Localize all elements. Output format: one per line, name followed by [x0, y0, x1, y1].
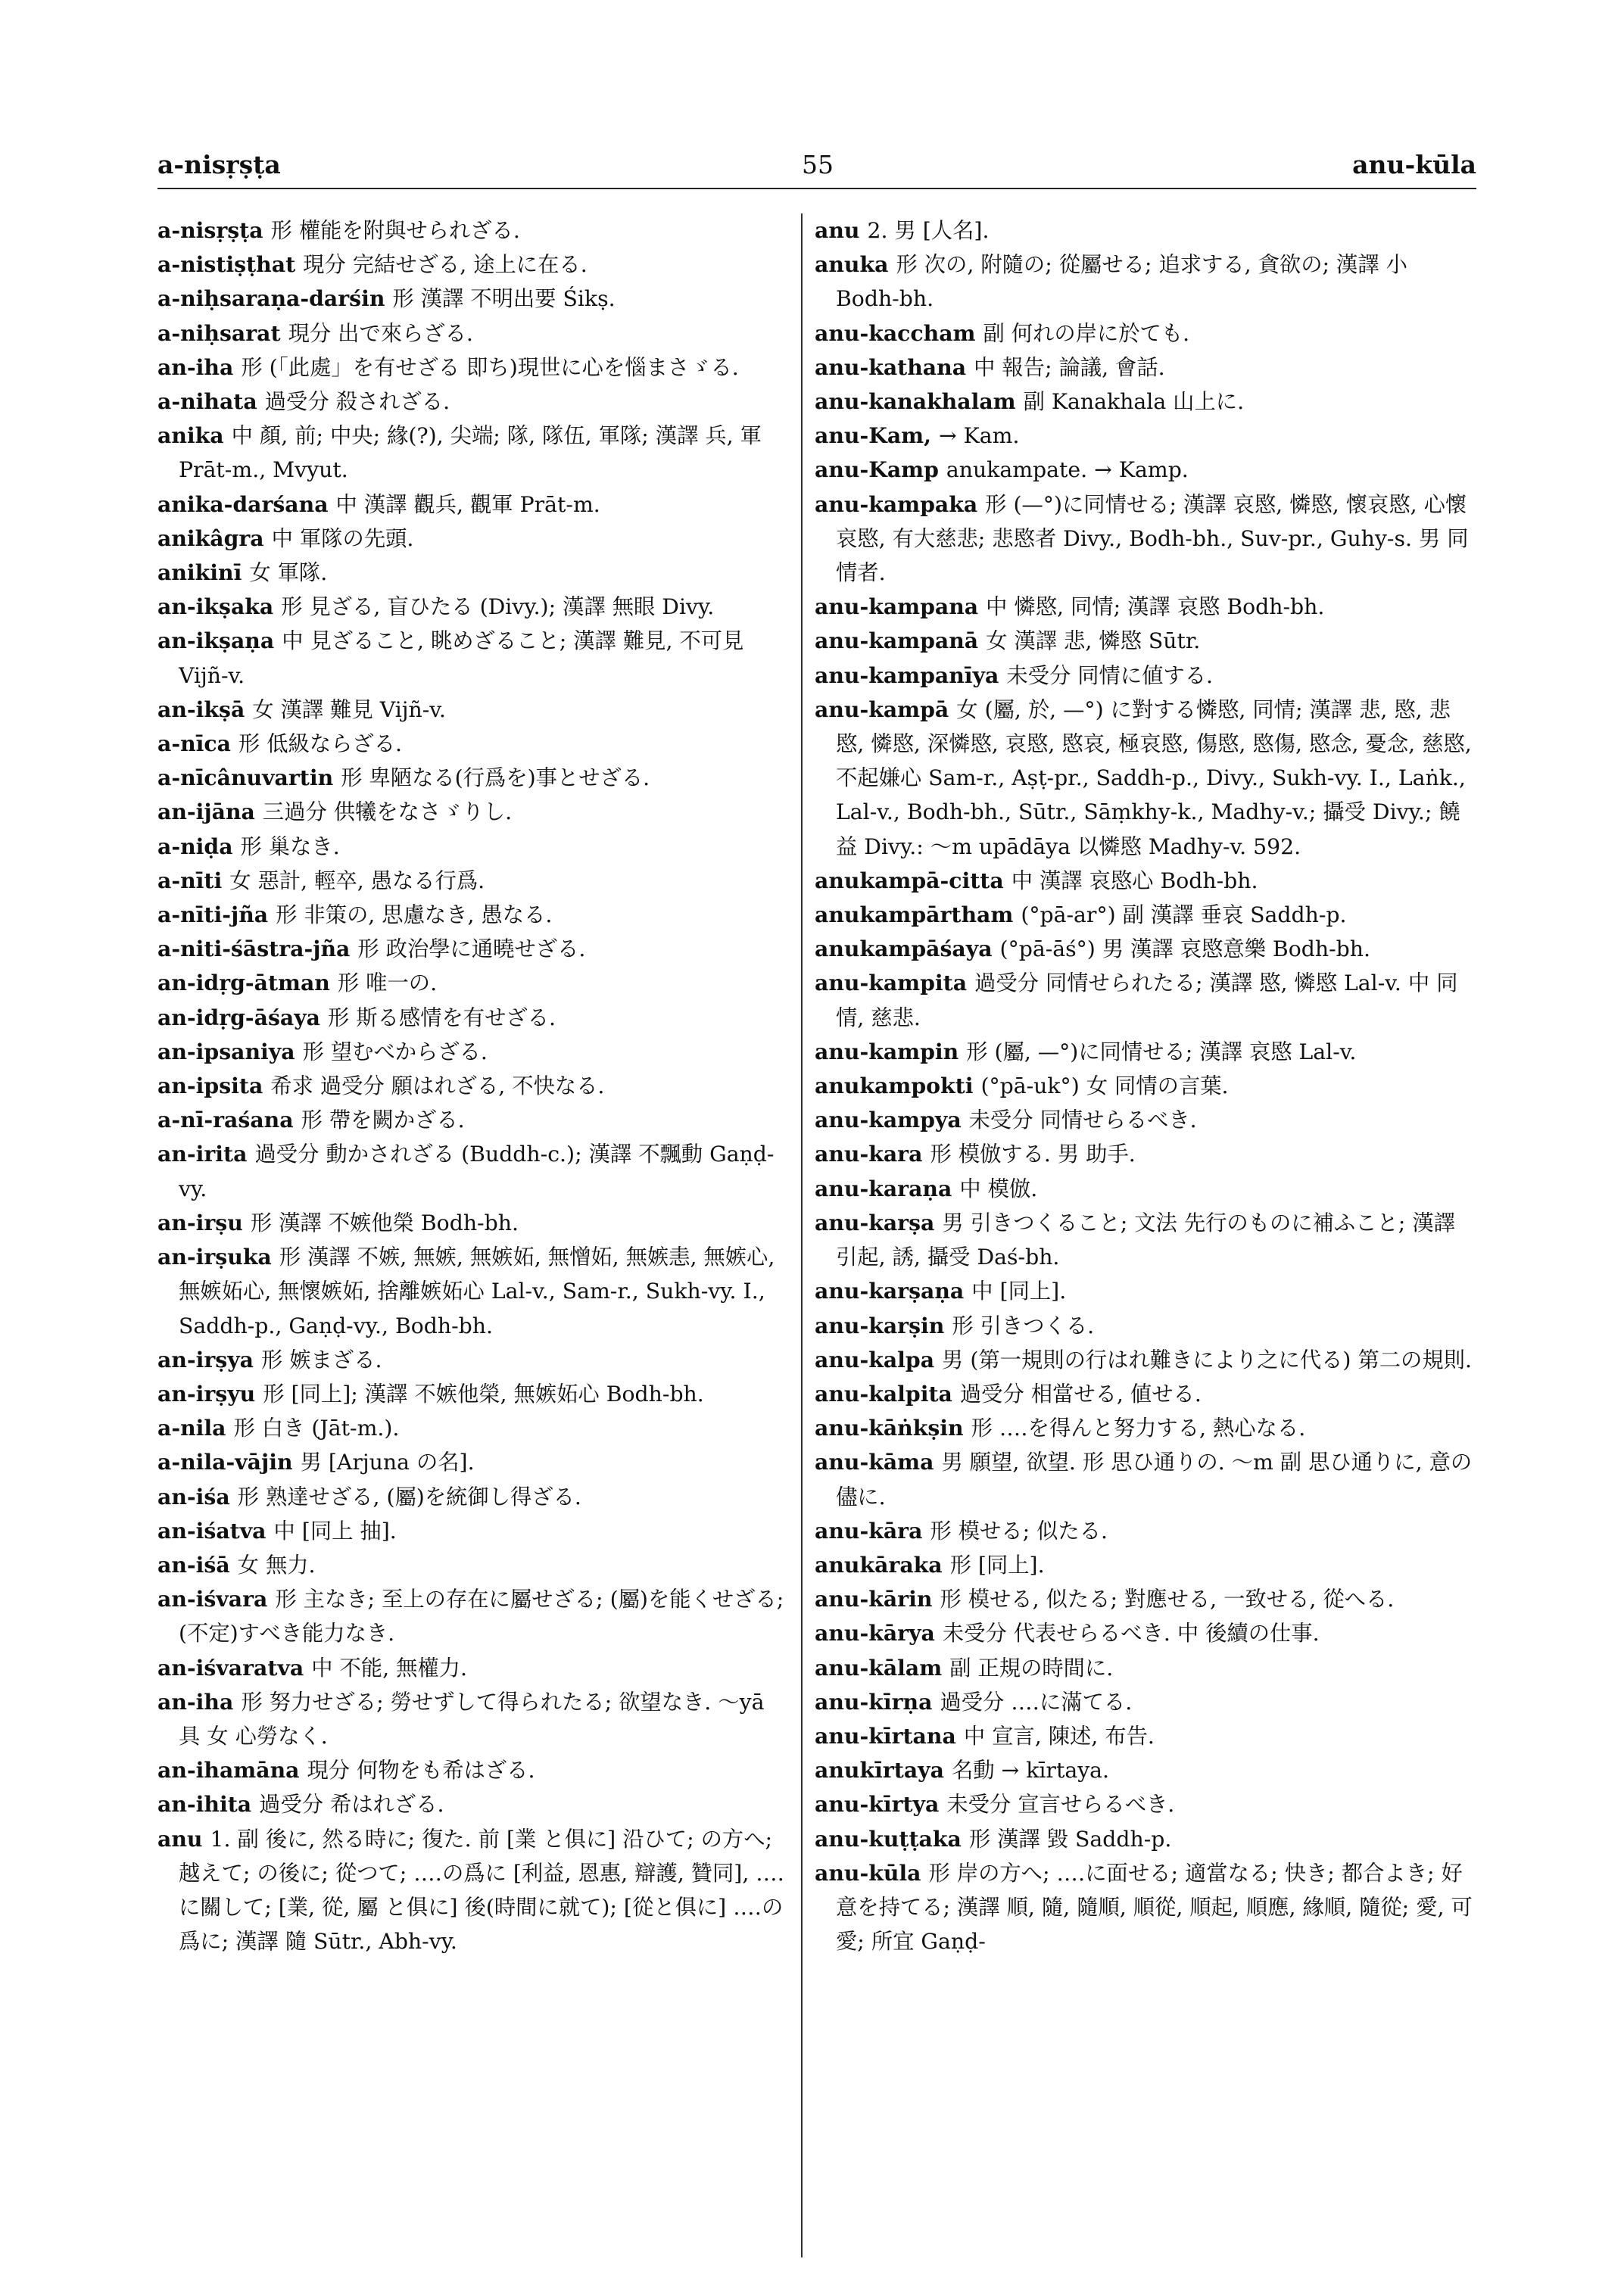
dictionary-entry — [157, 385, 786, 419]
dictionary-entry — [157, 1753, 786, 1787]
definition: 過受分 ‥‥に滿てる. — [940, 1689, 1133, 1715]
dictionary-entry — [815, 419, 1475, 453]
definition: 三過分 供犧をなさゞりし. — [262, 799, 513, 825]
dictionary-entry — [157, 590, 786, 624]
headword: an-ipsita — [157, 1073, 263, 1099]
headword: anu-kīrtya — [815, 1791, 940, 1818]
definition: 形 (屬, —°)に同情せる; 漢譯 哀愍 Lal-v. — [966, 1039, 1357, 1064]
definition: 形 模せる, 似たる; 對應せる, 一致せる, 從へる. — [940, 1587, 1395, 1612]
running-head-right: anu-kūla — [1352, 150, 1476, 179]
headword: anikâgra — [157, 525, 264, 551]
headword: a-nī-raśana — [157, 1107, 294, 1133]
headword: anu-kampanā — [815, 628, 979, 654]
definition: 形 嫉まざる. — [261, 1347, 382, 1372]
dictionary-entry — [815, 350, 1475, 385]
definition: anukampate. → Kamp. — [946, 457, 1189, 483]
dictionary-entry — [815, 488, 1475, 590]
headword: anukampā-citta — [815, 867, 1004, 893]
dictionary-entry — [157, 282, 786, 316]
definition: 女 軍隊. — [249, 560, 328, 586]
dictionary-entry — [157, 1137, 786, 1205]
headword: a-nīti — [157, 867, 223, 893]
definition: 形 低級ならざる. — [238, 731, 403, 757]
dictionary-entry — [157, 213, 786, 248]
definition: 中 模倣. — [959, 1176, 1038, 1201]
dictionary-entry — [815, 1548, 1475, 1582]
definition: 過受分 希はれざる. — [259, 1792, 444, 1818]
definition: 男 [Arjuna の名]. — [300, 1450, 475, 1475]
definition: 中 報告; 論議, 會話. — [974, 354, 1165, 380]
definition: 形 [同上]. — [949, 1552, 1045, 1578]
dictionary-entry — [815, 1719, 1475, 1753]
headword: anu-kuṭṭaka — [815, 1825, 962, 1852]
definition: 形 斯る感情を有せざる. — [328, 1005, 556, 1030]
definition: 未受分 宣言せらるべき. — [946, 1792, 1175, 1818]
headword: anuka — [815, 251, 889, 278]
dictionary-entry — [157, 248, 786, 282]
dictionary-entry — [815, 1822, 1475, 1856]
definition: 女 惡計, 輕卒, 愚なる行爲. — [229, 868, 485, 893]
dictionary-entry — [815, 1069, 1475, 1103]
definition: 形 白き (Jāt-m.). — [233, 1416, 400, 1441]
definition: 中 軍隊の先頭. — [271, 525, 414, 551]
dictionary-entry — [157, 1103, 786, 1137]
dictionary-entry — [815, 1035, 1475, 1069]
headword: anu-kampin — [815, 1038, 959, 1064]
dictionary-entry — [157, 316, 786, 350]
definition: 現分 何物をも希はざる. — [307, 1758, 535, 1784]
dictionary-entry — [815, 864, 1475, 898]
definition: 名動 → kīrtaya. — [951, 1758, 1110, 1784]
page-number: 55 — [802, 150, 834, 179]
headword: a-nila-vājin — [157, 1449, 293, 1475]
definition: 形 漢譯 不嫉, 無嫉, 無嫉妬, 無憎妬, 無嫉恚, 無嫉心, 無嫉妬心, 無懷嫉妬, 捨離嫉妬心 Lal-v., Sam-r., Sukh-vy. I., Saddh-p., Gaṇḍ-vy., Bodh-bh. — [179, 1245, 775, 1338]
dictionary-entry — [815, 624, 1475, 658]
headword: anu-kūla — [815, 1859, 921, 1886]
headword: anu-kara — [815, 1141, 923, 1167]
definition: 現分 完結せざる, 途上に在る. — [303, 252, 588, 278]
dictionary-entry — [815, 1582, 1475, 1616]
definition: 副 何れの岸に於ても. — [983, 320, 1190, 346]
dictionary-entry — [157, 1445, 786, 1479]
definition: 形 政治學に通曉せざる. — [357, 936, 586, 962]
headword: anu-kīrtana — [815, 1722, 956, 1749]
dictionary-entry — [157, 1822, 786, 1959]
dictionary-entry — [815, 316, 1475, 350]
dictionary-entry — [815, 1856, 1475, 1959]
dictionary-entry — [815, 1137, 1475, 1171]
definition: 形 次の, 附隨の; 從屬せる; 追求する, 貪欲の; 漢譯 小 Bodh-bh. — [836, 252, 1407, 312]
dictionary-entry — [815, 659, 1475, 693]
dictionary-entry — [815, 590, 1475, 624]
dictionary-entry — [157, 419, 786, 487]
dictionary-entry — [815, 385, 1475, 419]
dictionary-entry — [157, 1069, 786, 1103]
definition: 中 顏, 前; 中央; 緣(?), 尖端; 隊, 隊伍, 軍隊; 漢譯 兵, 軍 Prāt-m., Mvyut. — [179, 423, 762, 483]
dictionary-entry — [815, 1343, 1475, 1377]
dictionary-entry — [815, 1685, 1475, 1719]
headword: an-iśa — [157, 1483, 230, 1509]
headword: a-niti-śāstra-jña — [157, 936, 351, 962]
definition: 中 憐愍, 同情; 漢譯 哀愍 Bodh-bh. — [986, 594, 1325, 620]
headword: anu-kāṅkṣin — [815, 1415, 964, 1441]
headword: a-niḥsarat — [157, 319, 281, 346]
dictionary-entry — [815, 1445, 1475, 1513]
definition: 未受分 代表せらるべき. 中 後續の仕事. — [942, 1621, 1320, 1647]
headword: an-irṣya — [157, 1346, 254, 1372]
dictionary-entry — [157, 1206, 786, 1240]
headword: anu — [157, 1825, 203, 1852]
headword: a-nīca — [157, 731, 231, 757]
headword: anukampārtham — [815, 902, 1014, 928]
dictionary-entry — [815, 1377, 1475, 1411]
definition: 過受分 殺されざる. — [264, 389, 450, 415]
headword: an-idṛg-ātman — [157, 970, 330, 996]
definition: 女 (屬, 於, —°) に對する憐愍, 同情; 漢譯 悲, 愍, 悲愍, 憐愍, 深憐愍, 哀愍, 愍哀, 極哀愍, 傷愍, 愍傷, 愍念, 憂念, 慈愍, 不起嫌心 Sam-r., Aṣṭ-pr., Saddh-p., Divy., Sukh-vy. I., Laṅk., Lal-v., Bodh-bh., Sūtr., Sāṃkhy-k., Madhy-v.; 攝受 Divy.; 饒益 Divy.: ～m upādāya 以憐愍 Madhy-v. 592. — [836, 696, 1472, 859]
dictionary-entry — [157, 1514, 786, 1548]
dictionary-entry — [157, 1685, 786, 1753]
definition: 過受分 相當せる, 値せる. — [959, 1381, 1202, 1407]
dictionary-entry — [815, 1172, 1475, 1206]
dictionary-entry — [157, 522, 786, 556]
headword: anu-kathana — [815, 354, 967, 380]
definition: 形 岸の方へ; ‥‥に面せる; 適當なる; 快き; 都合よき; 好意を持てる; 漢譯 順, 隨, 隨順, 順從, 順起, 順應, 緣順, 隨從; 愛, 可愛; 所宜 Gaṇḍ- — [836, 1860, 1473, 1955]
headword: a-niḍa — [157, 833, 233, 859]
definition: 形 努力せざる; 勞せずして得られたる; 欲望なき. ～yā 具 女 心勞なく. — [179, 1689, 765, 1749]
headword: anu-kīrṇa — [815, 1688, 933, 1715]
dictionary-entry — [815, 248, 1475, 316]
headword: anika-darśana — [157, 491, 329, 517]
dictionary-entry — [157, 350, 786, 385]
dictionary-entry — [157, 1240, 786, 1343]
headword: an-ijāna — [157, 799, 255, 825]
headword: anu-kaccham — [815, 319, 976, 346]
dictionary-entry — [157, 727, 786, 761]
definition: 形 望むべからざる. — [302, 1039, 488, 1064]
headword: an-iha — [157, 1688, 234, 1715]
dictionary-entry — [157, 1787, 786, 1821]
definition: 副 Kanakhala 山上に. — [1023, 389, 1245, 415]
definition: 女 漢譯 難見 Vijñ-v. — [252, 696, 446, 722]
definition: 形 ‥‥を得んと努力する, 熱心なる. — [971, 1416, 1306, 1441]
column-divider — [801, 213, 803, 2257]
definition: 女 漢譯 悲, 憐愍 Sūtr. — [986, 628, 1201, 654]
headword: anu-kāma — [815, 1449, 934, 1475]
definition: 未受分 同情せらるべき. — [968, 1108, 1197, 1133]
headword: an-iśvaratva — [157, 1654, 304, 1681]
dictionary-entry — [815, 1514, 1475, 1548]
headword: a-nīti-jña — [157, 902, 269, 928]
definition: 形 帶を闕かざる. — [301, 1108, 465, 1133]
dictionary-entry — [157, 898, 786, 932]
headword: anikinī — [157, 559, 242, 586]
headword: anu-kampana — [815, 594, 979, 620]
headword: a-niḥsaraṇa-darśin — [157, 285, 385, 312]
definition: 中 見ざること, 眺めざること; 漢譯 難見, 不可見 Vijñ-v. — [179, 628, 744, 688]
headword: anukāraka — [815, 1551, 943, 1578]
definition: 中 宣言, 陳述, 布告. — [963, 1723, 1155, 1749]
headword: anu-kāra — [815, 1517, 923, 1544]
definition: 現分 出で來らざる. — [288, 320, 473, 346]
definition: 形 漢譯 毀 Saddh-p. — [968, 1826, 1172, 1852]
dictionary-entry — [815, 1103, 1475, 1137]
running-head-left: a-nisṛṣṭa — [157, 150, 281, 179]
headword: an-ikṣaṇa — [157, 628, 275, 654]
definition: → Kam. — [938, 423, 1020, 449]
definition: 形 模せる; 似たる. — [930, 1518, 1108, 1544]
headword: anu-kampita — [815, 970, 968, 996]
headword: anu-karṣaṇa — [815, 1278, 965, 1304]
definition: 女 無力. — [237, 1552, 316, 1578]
dictionary-entry — [157, 1035, 786, 1069]
definition: 形 引きつくる. — [952, 1313, 1095, 1338]
definition: 男 願望, 欲望. 形 思ひ通りの. ～m 副 思ひ通りに, 意の儘に. — [836, 1450, 1473, 1509]
dictionary-entry — [815, 898, 1475, 932]
headword: an-iśatva — [157, 1517, 267, 1544]
headword: anu-kampaka — [815, 491, 978, 517]
definition: 中 不能, 無權力. — [311, 1655, 467, 1681]
headword: an-irita — [157, 1141, 248, 1167]
definition: 形 權能を附與せられざる. — [270, 218, 520, 243]
dictionary-entry — [815, 1206, 1475, 1274]
definition: 男 引きつくること; 文法 先行のものに補ふこと; 漢譯 引起, 誘, 攝受 Daś-bh. — [836, 1210, 1455, 1270]
dictionary-entry — [815, 1616, 1475, 1650]
dictionary-entry — [815, 1787, 1475, 1821]
dictionary-entry — [815, 693, 1475, 864]
dictionary-entry — [815, 1651, 1475, 1685]
right-column — [815, 213, 1475, 2257]
dictionary-entry — [157, 1548, 786, 1582]
headword: anu-kampya — [815, 1107, 962, 1133]
definition: 中 [同上 抽]. — [273, 1518, 397, 1544]
dictionary-entry — [157, 693, 786, 727]
headword: anu-kalpa — [815, 1346, 935, 1372]
dictionary-entry — [157, 1411, 786, 1445]
headword: anu-karṣin — [815, 1312, 945, 1338]
dictionary-entry — [815, 932, 1475, 966]
header-rule — [157, 188, 1476, 189]
definition: (°pā-āś°) 男 漢譯 哀愍意樂 Bodh-bh. — [999, 936, 1370, 962]
headword: anu-kalpita — [815, 1380, 952, 1407]
dictionary-entry — [815, 1274, 1475, 1308]
headword: an-iśvara — [157, 1586, 268, 1612]
dictionary-entry — [157, 1377, 786, 1411]
dictionary-entry — [815, 1309, 1475, 1343]
dictionary-entry — [157, 1001, 786, 1035]
dictionary-entry — [157, 932, 786, 966]
definition: 形 漢譯 不嫉他榮 Bodh-bh. — [250, 1210, 519, 1235]
dictionary-entry — [815, 1411, 1475, 1445]
headword: an-iśā — [157, 1551, 230, 1578]
headword: anukīrtaya — [815, 1757, 944, 1784]
definition: (°pā-uk°) 女 同情の言葉. — [980, 1073, 1229, 1099]
definition: 2. 男 [人名]. — [867, 218, 990, 243]
headword: anu — [815, 217, 860, 243]
headword: anu-kanakhalam — [815, 388, 1016, 415]
dictionary-entry — [157, 624, 786, 692]
headword: a-nila — [157, 1415, 226, 1441]
headword: a-nihata — [157, 388, 257, 415]
headword: an-ikṣā — [157, 696, 245, 722]
dictionary-entry — [157, 761, 786, 795]
headword: anu-karaṇa — [815, 1175, 952, 1201]
headword: an-ihita — [157, 1791, 252, 1818]
headword: anu-kārin — [815, 1586, 933, 1612]
dictionary-entry — [157, 830, 786, 864]
headword: anu-Kamp — [815, 456, 939, 483]
definition: 中 [同上]. — [971, 1279, 1067, 1304]
headword: anu-kampā — [815, 696, 949, 722]
definition: 形 唯一の. — [337, 970, 438, 996]
definition: 形 模倣する. 男 助手. — [930, 1142, 1136, 1167]
headword: anu-kālam — [815, 1654, 943, 1681]
headword: a-nisṛṣṭa — [157, 217, 263, 243]
left-column — [157, 213, 786, 2257]
dictionary-entry — [157, 1343, 786, 1377]
definition: 形 非策の, 思慮なき, 愚なる. — [276, 902, 553, 928]
definition: (°pā-ar°) 副 漢譯 垂哀 Saddh-p. — [1021, 902, 1347, 928]
headword: a-nistiṣṭhat — [157, 251, 296, 278]
headword: an-ikṣaka — [157, 594, 274, 620]
dictionary-entry — [815, 1753, 1475, 1787]
definition: 形 巢なき. — [240, 833, 340, 859]
definition: 副 正規の時間に. — [949, 1655, 1114, 1681]
headword: anu-kampanīya — [815, 662, 999, 688]
headword: an-irṣyu — [157, 1380, 256, 1407]
definition: 形 主なき; 至上の存在に屬せざる; (屬)を能くせざる; (不定)すべき能力なき. — [179, 1587, 784, 1647]
headword: an-irṣuka — [157, 1244, 272, 1270]
definition: 形 漢譯 不明出要 Śikṣ. — [392, 286, 616, 312]
dictionary-entry — [157, 1582, 786, 1650]
headword: an-idṛg-āśaya — [157, 1004, 321, 1030]
headword: a-nīcânuvartin — [157, 765, 334, 791]
definition: 形 熟達せざる, (屬)を統御し得ざる. — [237, 1484, 581, 1509]
headword: an-ihamāna — [157, 1757, 300, 1784]
definition: 形 見ざる, 盲ひたる (Divy.); 漢譯 無眼 Divy. — [281, 594, 715, 620]
headword: anika — [157, 422, 224, 449]
definition: 希求 過受分 願はれざる, 不快なる. — [270, 1073, 605, 1099]
dictionary-entry — [157, 1480, 786, 1514]
headword: anu-Kam, — [815, 422, 931, 449]
dictionary-entry — [157, 1651, 786, 1685]
definition: 中 漢譯 哀愍心 Bodh-bh. — [1011, 868, 1258, 893]
definition: 形 (「此處」を有せざる 即ち)現世に心を惱まさゞる. — [241, 354, 739, 380]
definition: 未受分 同情に値する. — [1006, 662, 1214, 688]
definition: 中 漢譯 觀兵, 觀軍 Prāt-m. — [335, 491, 600, 517]
headword: an-irṣu — [157, 1209, 243, 1235]
dictionary-entry — [815, 213, 1475, 248]
definition: 形 (—°)に同情せる; 漢譯 哀愍, 憐愍, 懷哀愍, 心懷哀愍, 有大慈悲; 悲愍者 Divy., Bodh-bh., Suv-pr., Guhy-s. 男 同情者. — [836, 491, 1469, 586]
dictionary-entry — [815, 453, 1475, 487]
dictionary-entry — [157, 556, 786, 590]
definition: 1. 副 後に, 然る時に; 復た. 前 [業 と俱に] 沿ひて; の方へ; 越えて; の後に; 從つて; ‥‥の爲に [利益, 恩惠, 辯護, 贊同], ‥‥に關して; [業, 從, 屬 と俱に] 後(時間に就て); [從と俱に] ‥‥の爲に; 漢譯 隨 Sūtr., Abh-vy. — [179, 1826, 785, 1955]
dictionary-entry — [157, 795, 786, 829]
dictionary-entry — [815, 966, 1475, 1034]
dictionary-entry — [157, 966, 786, 1000]
definition: 形 [同上]; 漢譯 不嫉他榮, 無嫉妬心 Bodh-bh. — [263, 1381, 704, 1407]
headword: an-iha — [157, 354, 234, 380]
definition: 過受分 同情せられたる; 漢譯 愍, 憐愍 Lal-v. 中 同情, 慈悲. — [836, 970, 1458, 1030]
definition: 男 (第一規則の行はれ難きにより之に代る) 第二の規則. — [942, 1347, 1472, 1372]
definition: 過受分 動かされざる (Buddh-c.); 漢譯 不飄動 Gaṇḍ-vy. — [179, 1142, 775, 1201]
headword: an-ipsaniya — [157, 1038, 295, 1064]
headword: anu-karṣa — [815, 1209, 935, 1235]
dictionary-entry — [157, 864, 786, 898]
definition: 形 卑陋なる(行爲を)事とせざる. — [341, 765, 650, 791]
headword: anukampāśaya — [815, 936, 993, 962]
dictionary-entry — [157, 488, 786, 522]
headword: anukampokti — [815, 1073, 974, 1099]
headword: anu-kārya — [815, 1620, 935, 1647]
